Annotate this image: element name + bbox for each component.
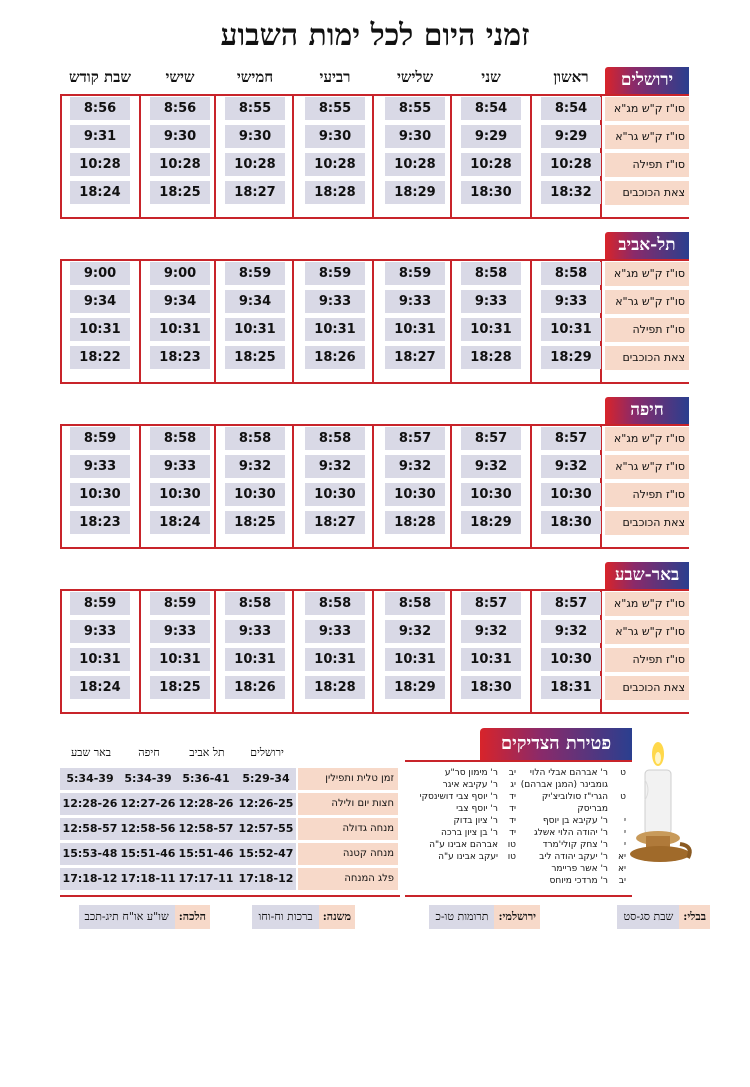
- zmanim-cell: 5:29-34: [236, 768, 296, 790]
- time-cell: 10:31: [305, 648, 365, 671]
- time-cell: 8:55: [225, 97, 285, 120]
- time-cell: 18:30: [461, 181, 521, 204]
- time-cell: 9:33: [305, 620, 365, 643]
- yahrzeit-line-bottom: [405, 895, 632, 897]
- time-cell: 18:23: [150, 346, 210, 369]
- zmanim-header: תל אביב: [189, 746, 225, 759]
- time-cell: 8:59: [70, 427, 130, 450]
- time-cell: 8:57: [461, 592, 521, 615]
- time-cell: 9:00: [150, 262, 210, 285]
- yahrzeit-name: גומבינר (המגן אברהם): [520, 780, 608, 790]
- time-cell: 10:28: [225, 153, 285, 176]
- column-divider: [372, 589, 374, 712]
- zmanim-cell: 12:26-25: [236, 793, 296, 815]
- time-cell: 10:28: [70, 153, 130, 176]
- yahrzeit-day: יב: [618, 876, 626, 886]
- zmanim-cell: 17:17-11: [176, 868, 236, 890]
- time-cell: 8:54: [461, 97, 521, 120]
- zmanim-line: [60, 895, 400, 897]
- time-cell: 10:31: [305, 318, 365, 341]
- time-cell: 10:31: [461, 648, 521, 671]
- yahrzeit-title: פטירת הצדיקים: [480, 728, 632, 760]
- yahrzeit-day: יג: [510, 780, 516, 790]
- yahrzeit-day: טו: [507, 840, 516, 850]
- day-header: שני: [481, 68, 501, 86]
- zmanim-cell: 12:28-26: [176, 793, 236, 815]
- row-label: סו"ז ק"ש גר"א: [605, 455, 689, 479]
- zmanim-cell: 12:28-26: [60, 793, 120, 815]
- time-cell: 8:58: [461, 262, 521, 285]
- row-label: סו"ז ק"ש מג"א: [605, 97, 689, 121]
- time-cell: 10:31: [70, 648, 130, 671]
- column-divider: [214, 424, 216, 547]
- time-cell: 18:25: [150, 181, 210, 204]
- time-cell: 10:31: [70, 318, 130, 341]
- time-cell: 9:33: [461, 290, 521, 313]
- yahrzeit-name: הגרי"ז סולוביצ'יק: [541, 792, 608, 802]
- page-title: זמני היום לכל ימות השבוע: [220, 18, 530, 53]
- yahrzeit-name: ר' צחק קולי'מרד: [542, 840, 608, 850]
- time-cell: 9:30: [385, 125, 445, 148]
- time-cell: 18:29: [461, 511, 521, 534]
- time-cell: 18:26: [225, 676, 285, 699]
- time-cell: 9:29: [461, 125, 521, 148]
- yahrzeit-name: ר' יעקב יהודה ליב: [539, 852, 608, 862]
- time-cell: 18:26: [305, 346, 365, 369]
- time-cell: 9:00: [70, 262, 130, 285]
- footer-item: [215, 905, 355, 929]
- zmanim-label: זמן טלית ותפילין: [298, 768, 398, 790]
- time-cell: 10:31: [385, 318, 445, 341]
- time-cell: 8:57: [385, 427, 445, 450]
- zmanim-cell: 12:27-26: [118, 793, 178, 815]
- column-divider: [530, 424, 532, 547]
- yahrzeit-day: יא: [617, 864, 626, 874]
- footer-item: [40, 905, 210, 929]
- time-cell: 9:31: [70, 125, 130, 148]
- yahrzeit-name: ר' יהודה הלוי אשלג: [534, 828, 608, 838]
- column-divider: [60, 94, 62, 217]
- footer-value: ברכות וח-וחו: [252, 905, 318, 929]
- time-cell: 8:54: [541, 97, 601, 120]
- zmanim-cell: 5:34-39: [60, 768, 120, 790]
- yahrzeit-day: יד: [509, 792, 516, 802]
- time-cell: 8:58: [225, 592, 285, 615]
- row-label: צאת הכוכבים: [605, 181, 689, 205]
- footer-item: [360, 905, 540, 929]
- time-cell: 18:23: [70, 511, 130, 534]
- yahrzeit-day: יא: [617, 852, 626, 862]
- time-cell: 10:31: [150, 648, 210, 671]
- time-cell: 9:33: [225, 620, 285, 643]
- section-top-line: [60, 589, 689, 591]
- city-name: ירושלים: [605, 67, 689, 94]
- time-cell: 18:25: [150, 676, 210, 699]
- day-header: רביעי: [319, 68, 351, 86]
- time-cell: 10:31: [541, 318, 601, 341]
- yahrzeit-name: מבריסק: [577, 804, 608, 814]
- section-bottom-line: [60, 217, 689, 219]
- section-bottom-line: [60, 712, 689, 714]
- time-cell: 9:32: [541, 455, 601, 478]
- column-divider: [214, 259, 216, 382]
- zmanim-cell: 15:51-46: [176, 843, 236, 865]
- time-cell: 18:27: [385, 346, 445, 369]
- yahrzeit-day: יד: [509, 828, 516, 838]
- time-cell: 9:29: [541, 125, 601, 148]
- yahrzeit-day: י: [623, 816, 626, 826]
- time-cell: 18:28: [305, 181, 365, 204]
- time-cell: 18:28: [385, 511, 445, 534]
- row-label: סו"ז ק"ש גר"א: [605, 620, 689, 644]
- time-cell: 8:57: [461, 427, 521, 450]
- time-cell: 10:30: [305, 483, 365, 506]
- time-cell: 18:30: [541, 511, 601, 534]
- column-divider: [139, 259, 141, 382]
- time-cell: 9:33: [150, 620, 210, 643]
- row-label: סו"ז תפילה: [605, 648, 689, 672]
- time-cell: 9:32: [461, 455, 521, 478]
- section-top-line: [60, 94, 689, 96]
- yahrzeit-day: יד: [509, 804, 516, 814]
- column-divider: [372, 94, 374, 217]
- city-name: באר-שבע: [605, 562, 689, 589]
- time-cell: 18:28: [305, 676, 365, 699]
- yahrzeit-day: ט: [620, 792, 626, 802]
- time-cell: 9:32: [541, 620, 601, 643]
- day-header: שישי: [165, 68, 195, 86]
- column-divider: [60, 424, 62, 547]
- time-cell: 10:28: [305, 153, 365, 176]
- time-cell: 10:28: [150, 153, 210, 176]
- zmanim-cell: 12:58-57: [60, 818, 120, 840]
- yahrzeit-name: אברהם אבינו ע"ה: [429, 840, 498, 850]
- time-cell: 18:22: [70, 346, 130, 369]
- yahrzeit-name: ר' ציון בדוק: [453, 816, 498, 826]
- time-cell: 10:31: [385, 648, 445, 671]
- time-cell: 9:33: [150, 455, 210, 478]
- row-label: צאת הכוכבים: [605, 346, 689, 370]
- section-top-line: [60, 259, 689, 261]
- section-bottom-line: [60, 382, 689, 384]
- zmanim-cell: 17:18-12: [60, 868, 120, 890]
- time-cell: 10:30: [385, 483, 445, 506]
- time-cell: 8:56: [70, 97, 130, 120]
- time-cell: 18:25: [225, 346, 285, 369]
- time-cell: 18:24: [70, 676, 130, 699]
- zmanim-label: מנחה גדולה: [298, 818, 398, 840]
- column-divider: [214, 589, 216, 712]
- zmanim-cell: 12:58-56: [118, 818, 178, 840]
- yahrzeit-day: י: [623, 828, 626, 838]
- time-cell: 10:28: [541, 153, 601, 176]
- time-cell: 8:58: [150, 427, 210, 450]
- time-cell: 9:30: [305, 125, 365, 148]
- time-cell: 8:59: [70, 592, 130, 615]
- column-divider: [292, 589, 294, 712]
- city-section: [0, 562, 750, 702]
- time-cell: 9:34: [150, 290, 210, 313]
- time-cell: 8:59: [150, 592, 210, 615]
- zmanim-cell: 15:51-46: [118, 843, 178, 865]
- time-cell: 10:30: [70, 483, 130, 506]
- time-cell: 9:33: [70, 455, 130, 478]
- row-label: סו"ז ק"ש גר"א: [605, 290, 689, 314]
- zmanim-cell: 17:18-11: [118, 868, 178, 890]
- zmanim-label: פלג המנחה: [298, 868, 398, 890]
- yahrzeit-name: ר' מרדכי מיוחס: [549, 876, 608, 886]
- time-cell: 8:59: [225, 262, 285, 285]
- time-cell: 9:33: [385, 290, 445, 313]
- section-bottom-line: [60, 547, 689, 549]
- time-cell: 18:29: [541, 346, 601, 369]
- time-cell: 9:33: [305, 290, 365, 313]
- time-cell: 8:55: [385, 97, 445, 120]
- footer-label: בבלי:: [679, 905, 710, 929]
- time-cell: 18:24: [150, 511, 210, 534]
- column-divider: [292, 424, 294, 547]
- time-cell: 9:30: [150, 125, 210, 148]
- day-header: ראשון: [553, 68, 589, 86]
- time-cell: 8:59: [305, 262, 365, 285]
- yahrzeit-name: ר' עקיבא בן יוסף: [542, 816, 608, 826]
- yahrzeit-day: יד: [509, 816, 516, 826]
- time-cell: 9:32: [385, 455, 445, 478]
- time-cell: 10:28: [385, 153, 445, 176]
- column-divider: [60, 589, 62, 712]
- column-divider: [292, 259, 294, 382]
- time-cell: 10:30: [150, 483, 210, 506]
- row-label: צאת הכוכבים: [605, 511, 689, 535]
- time-cell: 18:27: [305, 511, 365, 534]
- time-cell: 10:28: [461, 153, 521, 176]
- column-divider: [139, 589, 141, 712]
- time-cell: 9:30: [225, 125, 285, 148]
- footer-value: תרומות טו-כ: [429, 905, 494, 929]
- column-divider: [530, 259, 532, 382]
- time-cell: 10:31: [225, 318, 285, 341]
- column-divider: [450, 589, 452, 712]
- time-cell: 18:30: [461, 676, 521, 699]
- zmanim-cell: 5:36-41: [176, 768, 236, 790]
- time-cell: 10:30: [541, 648, 601, 671]
- yahrzeit-name: ר' עקיבא איגר: [442, 780, 498, 790]
- zmanim-cell: 5:34-39: [118, 768, 178, 790]
- time-cell: 18:28: [461, 346, 521, 369]
- time-cell: 10:31: [225, 648, 285, 671]
- zmanim-label: חצות יום ולילה: [298, 793, 398, 815]
- column-divider: [530, 94, 532, 217]
- time-cell: 10:30: [225, 483, 285, 506]
- city-name: חיפה: [605, 397, 689, 424]
- footer-value: שבת סג-סט: [617, 905, 679, 929]
- column-divider: [372, 259, 374, 382]
- column-divider: [214, 94, 216, 217]
- yahrzeit-name: ר' בן ציון ברכה: [441, 828, 498, 838]
- yahrzeit-name: ר' אשר פריימר: [551, 864, 608, 874]
- time-cell: 8:58: [225, 427, 285, 450]
- time-cell: 18:29: [385, 676, 445, 699]
- yahrzeit-name: ר' יוסף צבי: [456, 804, 498, 814]
- zmanim-label: מנחה קטנה: [298, 843, 398, 865]
- time-cell: 8:58: [541, 262, 601, 285]
- time-cell: 8:58: [305, 592, 365, 615]
- city-section: [0, 232, 750, 372]
- time-cell: 18:25: [225, 511, 285, 534]
- footer-label: משנה:: [319, 905, 355, 929]
- time-cell: 9:32: [385, 620, 445, 643]
- time-cell: 8:57: [541, 592, 601, 615]
- time-cell: 8:55: [305, 97, 365, 120]
- time-cell: 10:31: [150, 318, 210, 341]
- column-divider: [139, 94, 141, 217]
- time-cell: 8:57: [541, 427, 601, 450]
- section-top-line: [60, 424, 689, 426]
- column-divider: [450, 424, 452, 547]
- yahrzeit-day: יב: [508, 768, 516, 778]
- time-cell: 18:24: [70, 181, 130, 204]
- city-section: [0, 67, 750, 207]
- yahrzeit-name: יעקב אבינו ע"ה: [438, 852, 498, 862]
- time-cell: 10:30: [461, 483, 521, 506]
- time-cell: 18:27: [225, 181, 285, 204]
- column-divider: [292, 94, 294, 217]
- yahrzeit-day: י: [623, 840, 626, 850]
- column-divider: [139, 424, 141, 547]
- time-cell: 9:32: [305, 455, 365, 478]
- zmanim-header: ירושלים: [250, 746, 284, 759]
- row-label: סו"ז תפילה: [605, 318, 689, 342]
- row-label: סו"ז ק"ש מג"א: [605, 592, 689, 616]
- time-cell: 9:33: [541, 290, 601, 313]
- column-divider: [450, 259, 452, 382]
- yahrzeit-line-top: [405, 760, 632, 762]
- time-cell: 18:32: [541, 181, 601, 204]
- column-divider: [372, 424, 374, 547]
- time-cell: 10:30: [541, 483, 601, 506]
- time-cell: 9:32: [225, 455, 285, 478]
- yahrzeit-day: ט: [620, 768, 626, 778]
- column-divider: [530, 589, 532, 712]
- row-label: סו"ז תפילה: [605, 153, 689, 177]
- footer-label: הלכה:: [175, 905, 210, 929]
- candle-icon: [628, 740, 694, 868]
- row-label: סו"ז ק"ש גר"א: [605, 125, 689, 149]
- time-cell: 9:34: [225, 290, 285, 313]
- column-divider: [450, 94, 452, 217]
- time-cell: 9:33: [70, 620, 130, 643]
- row-label: סו"ז תפילה: [605, 483, 689, 507]
- time-cell: 8:56: [150, 97, 210, 120]
- zmanim-cell: 12:57-55: [236, 818, 296, 840]
- yahrzeit-name: ר' אברהם אבלי הלוי: [529, 768, 608, 778]
- time-cell: 10:31: [461, 318, 521, 341]
- footer-item: [545, 905, 710, 929]
- zmanim-header: באר שבע: [70, 746, 112, 759]
- footer-label: ירושלמי:: [494, 905, 540, 929]
- yahrzeit-day: טו: [507, 852, 516, 862]
- row-label: צאת הכוכבים: [605, 676, 689, 700]
- footer-value: שו"ע או"ח תיג-תכב: [79, 905, 175, 929]
- time-cell: 9:34: [70, 290, 130, 313]
- time-cell: 8:58: [385, 592, 445, 615]
- time-cell: 8:58: [305, 427, 365, 450]
- zmanim-header: חיפה: [138, 746, 160, 759]
- column-divider: [60, 259, 62, 382]
- time-cell: 9:32: [461, 620, 521, 643]
- city-section: [0, 397, 750, 537]
- row-label: סו"ז ק"ש מג"א: [605, 262, 689, 286]
- time-cell: 8:59: [385, 262, 445, 285]
- yahrzeit-name: ר' מימון סר"ע: [444, 768, 498, 778]
- time-cell: 18:31: [541, 676, 601, 699]
- day-header: חמישי: [236, 68, 274, 86]
- zmanim-cell: 17:18-12: [236, 868, 296, 890]
- zmanim-cell: 12:58-57: [176, 818, 236, 840]
- city-name: תל-אביב: [605, 232, 689, 259]
- yahrzeit-name: ר' יוסף צבי דושינסקי: [419, 792, 498, 802]
- day-header: שלישי: [396, 68, 434, 86]
- zmanim-cell: 15:53-48: [60, 843, 120, 865]
- zmanim-cell: 15:52-47: [236, 843, 296, 865]
- day-header: שבת קודש: [69, 68, 131, 86]
- time-cell: 18:29: [385, 181, 445, 204]
- row-label: סו"ז ק"ש מג"א: [605, 427, 689, 451]
